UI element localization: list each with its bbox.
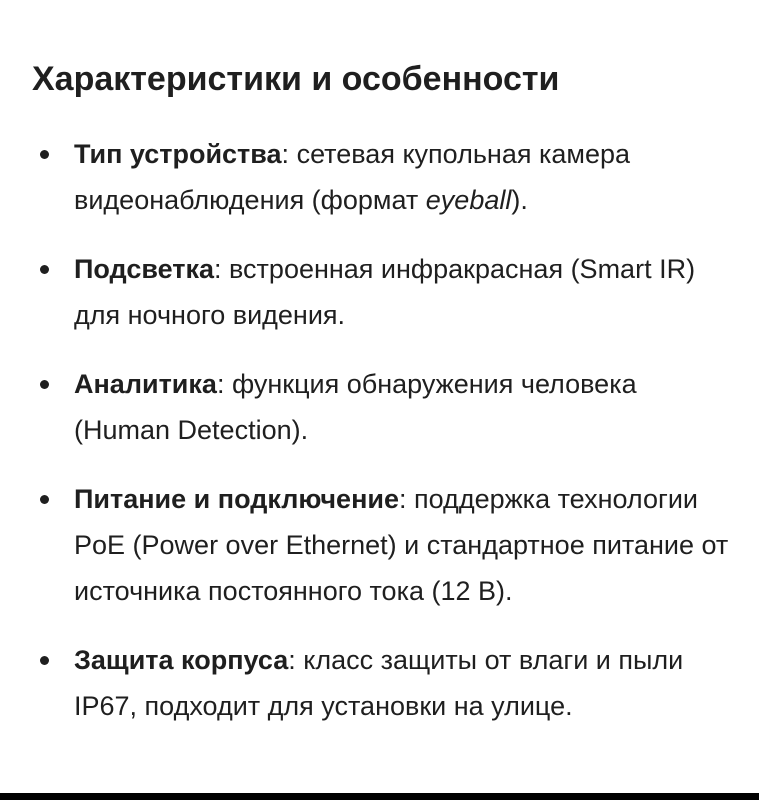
feature-tail: ). — [511, 185, 528, 215]
bullet-icon — [40, 495, 49, 504]
feature-text: класс защиты от влаги и пыли IP67, подходит для установки на улице. — [74, 645, 684, 721]
bullet-icon — [40, 380, 49, 389]
bottom-edge-bar — [0, 793, 759, 800]
feature-emphasis: eyeball — [425, 185, 512, 215]
feature-item-housing-protection — [0, 637, 759, 729]
feature-term: Подсветка — [74, 254, 214, 284]
bullet-icon — [40, 150, 49, 159]
feature-colon: : — [214, 254, 222, 284]
feature-text: сетевая купольная камера видеонаблюдения (формат — [74, 139, 631, 215]
feature-text: поддержка технологии PoE (Power over Ethernet) и стандартное питание от источника постоянного тока (12 В). — [74, 484, 729, 606]
feature-item-illumination — [0, 246, 759, 338]
feature-colon: : — [288, 645, 296, 675]
features-list — [0, 131, 759, 729]
bullet-icon — [40, 656, 49, 665]
bullet-icon — [40, 265, 49, 274]
feature-term: Аналитика — [74, 369, 217, 399]
feature-term: Тип устройства — [74, 139, 282, 169]
feature-term: Питание и подключение — [74, 484, 399, 514]
feature-item-device-type — [0, 131, 759, 223]
feature-colon: : — [281, 139, 290, 169]
feature-colon: : — [216, 369, 225, 399]
feature-term: Защита корпуса — [74, 645, 289, 675]
feature-item-analytics — [0, 361, 759, 453]
feature-text: встроенная инфракрасная (Smart IR) для ночного видения. — [74, 254, 696, 330]
feature-item-power — [0, 476, 759, 614]
feature-text: функция обнаружения человека (Human Detection). — [74, 369, 637, 445]
feature-colon: : — [399, 484, 407, 514]
section-heading: Характеристики и особенности — [32, 60, 560, 98]
